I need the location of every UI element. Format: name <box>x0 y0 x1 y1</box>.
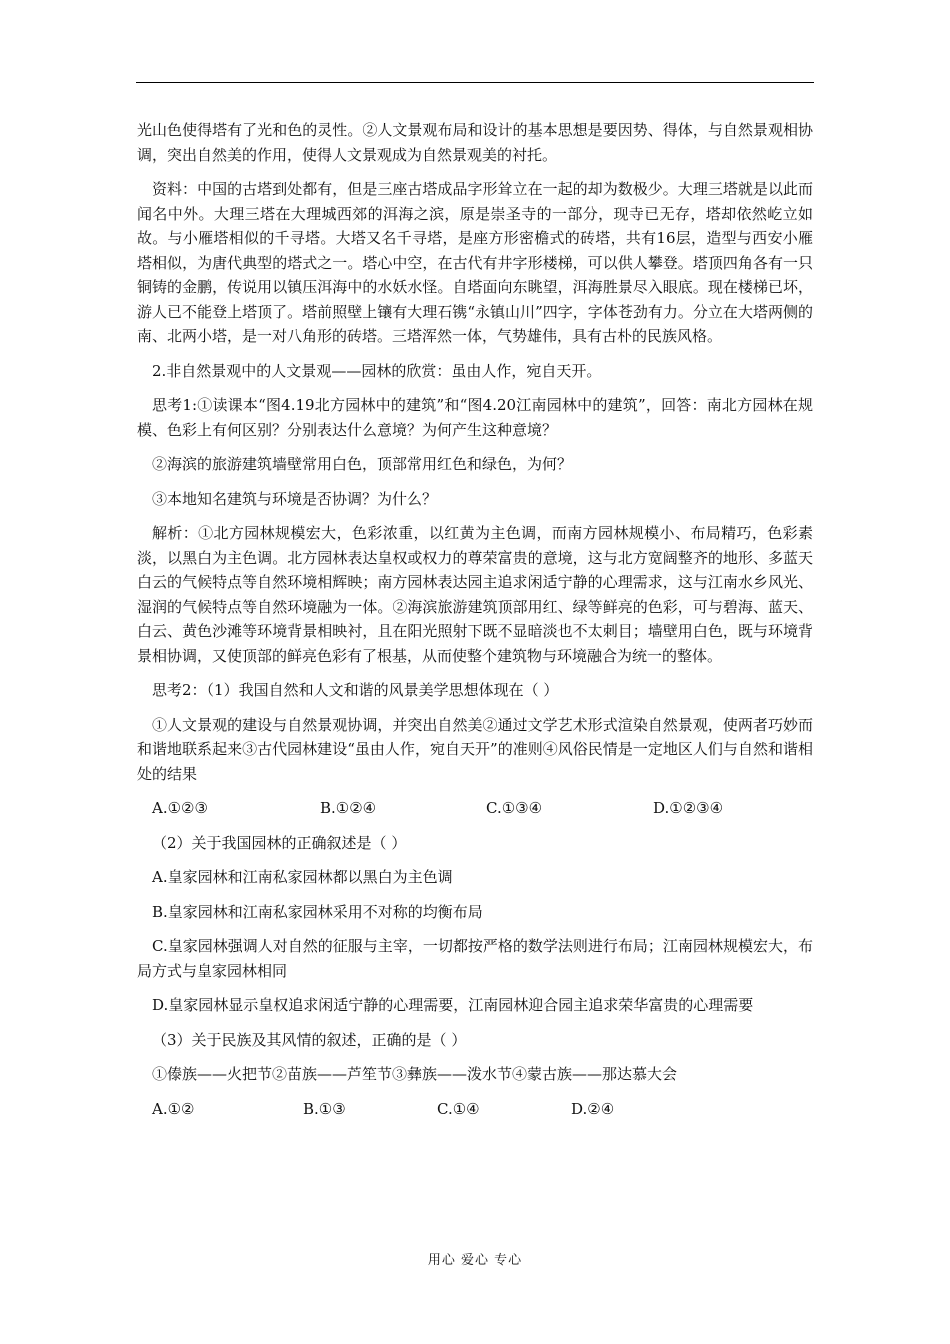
q1-option-d: D.①②③④ <box>653 799 724 817</box>
header-rule <box>136 82 814 83</box>
q3-option-b: B.①③ <box>303 1099 346 1118</box>
q3-options <box>137 1097 813 1122</box>
q2-option-a: A.皇家园林和江南私家园林都以黑白为主色调 <box>152 868 453 886</box>
paragraph-analysis: 解析：①北方园林规模宏大，色彩浓重，以红黄为主色调，而南方园林规模小、布局精巧，色彩素淡，以黑白为主色调。北方园林表达皇权或权力的尊荣富贵的意境，这与北方宽阔整齐的地形、多蓝天白云的气候特点等自然环境相辉映；南方园林表达园主追求闲适宁静的心理需求，这与江南水乡风光、湿润的气候特点等自然环境融为一体。②海滨旅游建筑顶部用红、绿等鲜亮的色彩，可与碧海、蓝天、白云、黄色沙滩等环境背景相映衬，且在阳光照射下既不显暗淡也不太刺目；墙壁用白色，既与环境背景相协调，又使顶部的鲜亮色彩有了根基，从而使整个建筑物与环境融合为统一的整体。 <box>137 524 813 665</box>
page-footer: 用心 爱心 专心 <box>427 1253 523 1268</box>
q3-option-c: C.①④ <box>437 1099 480 1118</box>
paragraph-continuation: 光山色使得塔有了光和色的灵性。②人文景观布局和设计的基本思想是要因势、得体，与自然景观相协调，突出自然美的作用，使得人文景观成为自然景观美的衬托。 <box>137 121 813 164</box>
q3-option-a: A.①② <box>152 1099 195 1118</box>
question-think-2-2: （2）关于我国园林的正确叙述是（ ） <box>152 833 407 852</box>
question-think-2-1: 思考2：（1）我国自然和人文和谐的风景美学思想体现在（ ） <box>152 681 559 699</box>
section-heading: 2.非自然景观中的人文景观——园林的欣赏：虽由人作，宛自天开。 <box>152 361 602 380</box>
question-statements: ①人文景观的建设与自然景观协调，并突出自然美②通过文学艺术形式渲染自然景观，使两者巧妙而和谐地联系起来③古代园林建设“虽由人作，宛自天开”的准则④风俗民情是一定地区人们与自然和谐相处的结果 <box>137 715 813 783</box>
q3-option-d: D.②④ <box>571 1099 615 1118</box>
paragraph-materials: 资料：中国的古塔到处都有，但是三座古塔成品字形耸立在一起的却为数极少。大理三塔就是以此而闻名中外。大理三塔在大理城西郊的洱海之滨，原是崇圣寺的一部分，现寺已无存，塔却依然屹立如故。与小雁塔相似的千寻塔。大塔又名千寻塔，是座方形密檐式的砖塔，共有16层，造型与西安小雁塔相似，为唐代典型的塔式之一。塔心中空，在古代有井字形楼梯，可以供人攀登。塔顶四角各有一只铜铸的金鹏，传说用以镇压洱海中的水妖水怪。自塔面向东眺望，洱海胜景尽入眼底。现在楼梯已坏，游人已不能登上塔顶了。塔前照壁上镶有大理石镌“永镇山川”四字，字体苍劲有力。分立在大塔两侧的南、北两小塔，是一对八角形的砖塔。三塔浑然一体，气势雄伟，具有古朴的民族风格。 <box>137 180 813 345</box>
q1-option-b: B.①②④ <box>320 799 377 817</box>
document-body <box>137 118 813 1131</box>
q2-option-b: B.皇家园林和江南私家园林采用不对称的均衡布局 <box>152 902 483 921</box>
q1-option-a: A.①②③ <box>152 799 208 817</box>
q1-option-c: C.①③④ <box>486 799 543 817</box>
question-ethnic-statements: ①傣族——火把节②苗族——芦笙节③彝族——泼水节④蒙古族——那达慕大会 <box>152 1065 678 1083</box>
q2-option-c: C.皇家园林强调人对自然的征服与主宰，一切都按严格的数学法则进行布局；江南园林规模宏大，布局方式与皇家园林相同 <box>137 937 813 980</box>
question-think-1-2: ②海滨的旅游建筑墙壁常用白色，顶部常用红色和绿色，为何？ <box>152 455 573 473</box>
question-think-2-3: （3）关于民族及其风情的叙述，正确的是（ ） <box>152 1030 467 1049</box>
q2-option-d: D.皇家园林显示皇权追求闲适宁静的心理需要，江南园林迎合园主追求荣华富贵的心理需要 <box>152 996 754 1014</box>
question-think-1-3: ③本地知名建筑与环境是否协调？为什么？ <box>152 489 438 508</box>
q1-options <box>137 796 813 821</box>
question-think-1: 思考1:①读课本“图4.19北方园林中的建筑”和“图4.20江南园林中的建筑”，回答：南北方园林在规模、色彩上有何区别？分别表达什么意境？为何产生这种意境？ <box>137 396 813 439</box>
